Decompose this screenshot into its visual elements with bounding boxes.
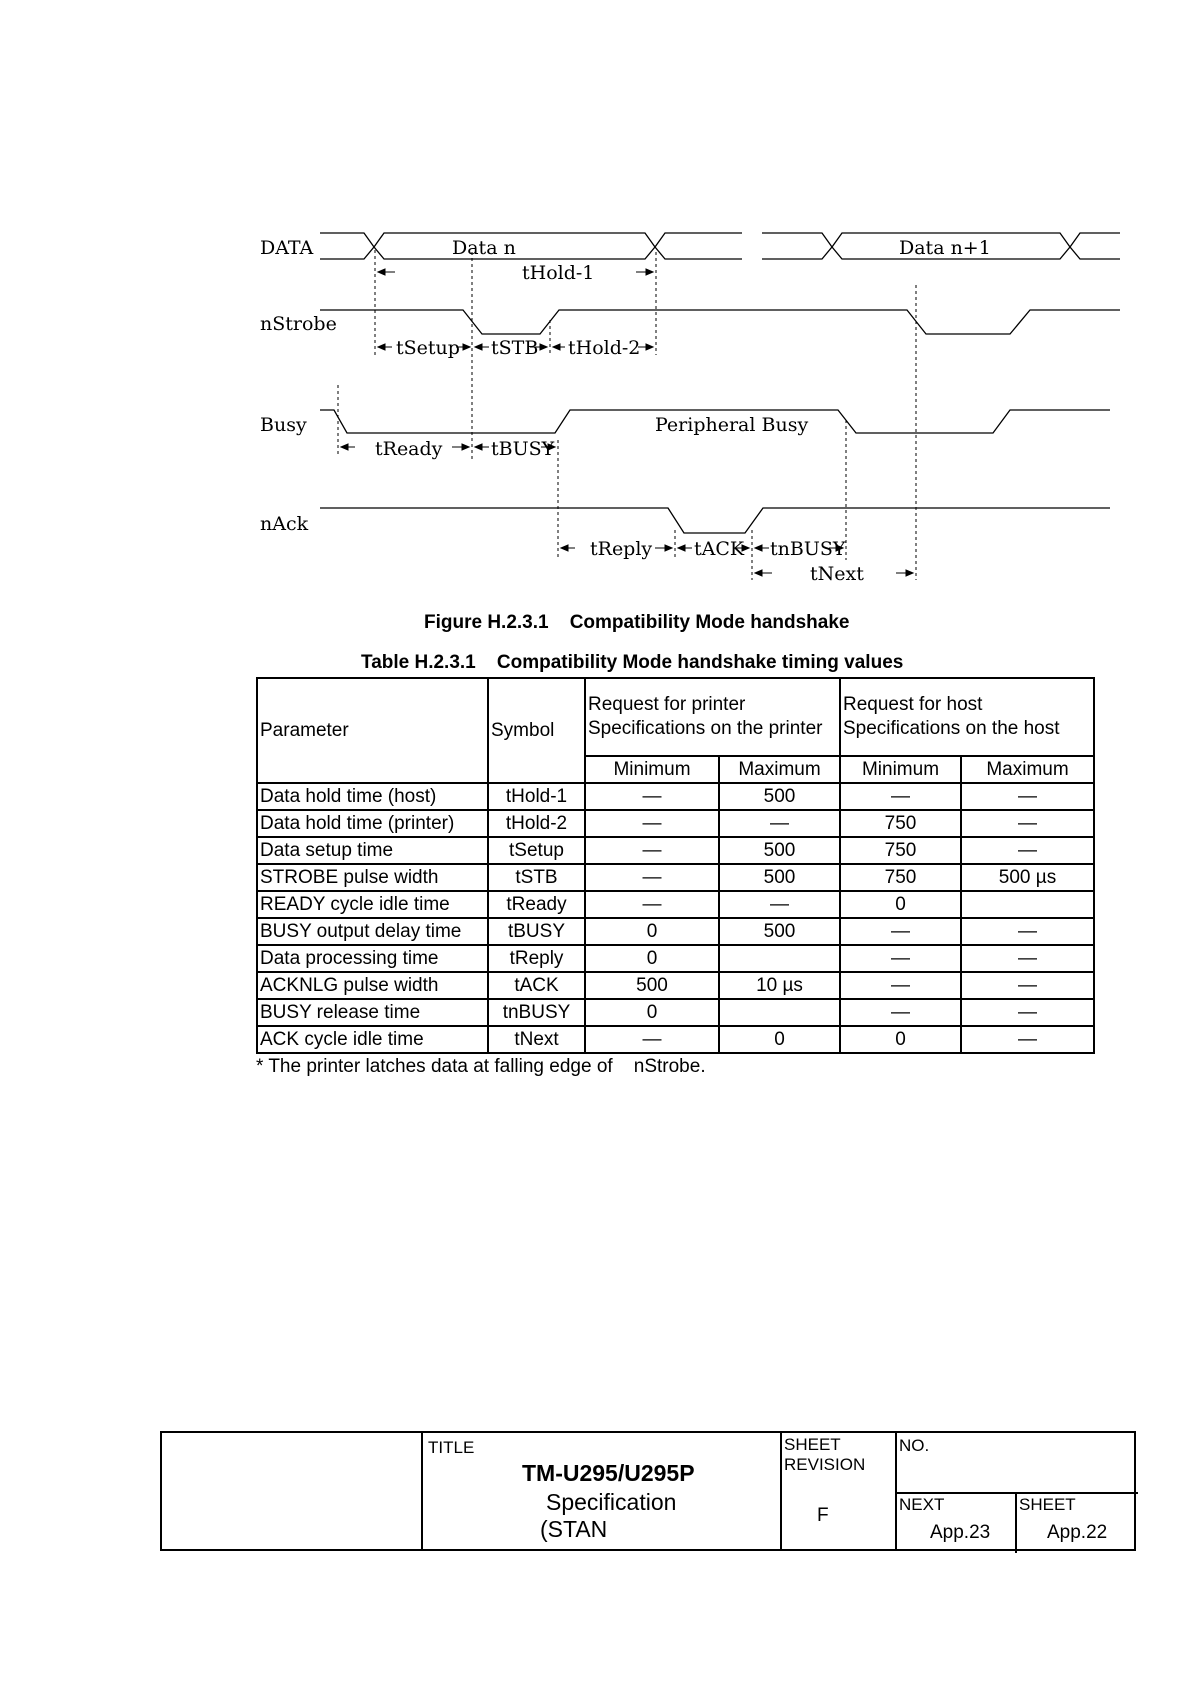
label-tnext: tNext	[810, 563, 864, 585]
label-tack: tACK	[694, 538, 745, 560]
cell-printer-min: —	[585, 891, 719, 918]
cell-host-max: —	[961, 918, 1094, 945]
label-treply: tReply	[590, 538, 653, 560]
nstrobe-waveform	[320, 310, 1120, 334]
cell-printer-min: —	[585, 810, 719, 837]
title-block	[160, 1431, 1136, 1551]
label-data-n: Data n	[452, 237, 516, 259]
sheet-value: App.22	[1047, 1522, 1108, 1543]
cell-printer-max: 500	[719, 918, 840, 945]
table-caption: Table H.2.3.1 Compatibility Mode handshake timing values	[361, 652, 904, 673]
cell-param: ACK cycle idle time	[257, 1026, 488, 1053]
cell-printer-min: —	[585, 837, 719, 864]
cell-param: BUSY output delay time	[257, 918, 488, 945]
next-label: NEXT	[899, 1495, 945, 1514]
cell-host-max: —	[961, 999, 1094, 1026]
title-label: TITLE	[428, 1438, 475, 1457]
cell-param: READY cycle idle time	[257, 891, 488, 918]
cell-symbol: tBUSY	[488, 918, 585, 945]
cell-symbol: tNext	[488, 1026, 585, 1053]
signal-label-data: DATA	[260, 237, 314, 259]
label-tsetup: tSetup	[396, 337, 460, 359]
label-tready: tReady	[375, 438, 443, 460]
table-row	[257, 972, 1094, 999]
cell-symbol: tSetup	[488, 837, 585, 864]
cell-host-max: —	[961, 945, 1094, 972]
cell-host-min: 750	[840, 810, 961, 837]
cell-host-max: —	[961, 1026, 1094, 1053]
no-label: NO.	[899, 1436, 930, 1455]
cell-host-min: 750	[840, 837, 961, 864]
label-thold2: tHold-2	[568, 337, 641, 359]
header-symbol: Symbol	[488, 678, 585, 783]
doc-title: TM-U295/U295P	[522, 1460, 695, 1486]
cell-printer-max: 10 µs	[719, 972, 840, 999]
cell-symbol: tHold-1	[488, 783, 585, 810]
cell-param: BUSY release time	[257, 999, 488, 1026]
table-row	[257, 891, 1094, 918]
label-peripheral-busy: Peripheral Busy	[655, 414, 809, 436]
table-row	[257, 999, 1094, 1026]
sheet-revision-label-1: SHEET	[784, 1435, 841, 1454]
header-printer-max: Maximum	[719, 756, 840, 783]
signal-label-nack: nAck	[260, 513, 309, 535]
header-host-min: Minimum	[840, 756, 961, 783]
cell-host-min: 0	[840, 891, 961, 918]
header-printer-min: Minimum	[585, 756, 719, 783]
waveforms	[320, 233, 1120, 533]
cell-host-max	[961, 891, 1094, 918]
header-host-line1: Request for host	[843, 694, 983, 715]
table-row	[257, 1026, 1094, 1053]
nack-waveform	[320, 508, 1110, 533]
cell-printer-min: 0	[585, 918, 719, 945]
cell-host-min: —	[840, 783, 961, 810]
cell-host-min: 0	[840, 1026, 961, 1053]
cell-printer-max: 0	[719, 1026, 840, 1053]
sheet-revision-label-2: REVISION	[784, 1455, 866, 1474]
cell-param: ACKNLG pulse width	[257, 972, 488, 999]
signal-label-busy: Busy	[260, 414, 307, 436]
label-thold1: tHold-1	[522, 262, 595, 284]
sheet-label: SHEET	[1019, 1495, 1076, 1514]
table-row	[257, 837, 1094, 864]
cell-printer-max	[719, 999, 840, 1026]
cell-param: Data processing time	[257, 945, 488, 972]
cell-host-max: 500 µs	[961, 864, 1094, 891]
cell-symbol: tReply	[488, 945, 585, 972]
header-printer-line2: Specifications on the printer	[588, 718, 823, 739]
table-row	[257, 864, 1094, 891]
dimension-arrows	[341, 269, 913, 576]
cell-printer-max	[719, 945, 840, 972]
label-tbusy: tBUSY	[491, 438, 555, 460]
label-tstb: tSTB	[491, 337, 539, 359]
cell-printer-min: 0	[585, 945, 719, 972]
label-data-n1: Data n+1	[899, 237, 991, 259]
doc-subtitle-1: Specification	[546, 1489, 677, 1515]
cell-host-min: 750	[840, 864, 961, 891]
cell-param: Data hold time (printer)	[257, 810, 488, 837]
cell-host-max: —	[961, 783, 1094, 810]
cell-printer-max: —	[719, 810, 840, 837]
timing-diagram	[0, 0, 1190, 600]
cell-symbol: tACK	[488, 972, 585, 999]
cell-printer-max: 500	[719, 783, 840, 810]
next-value: App.23	[930, 1522, 991, 1543]
cell-host-min: —	[840, 972, 961, 999]
cell-printer-min: 0	[585, 999, 719, 1026]
table-row	[257, 810, 1094, 837]
cell-symbol: tHold-2	[488, 810, 585, 837]
cell-printer-min: —	[585, 783, 719, 810]
header-host-max: Maximum	[961, 756, 1094, 783]
cell-host-min: —	[840, 918, 961, 945]
footnote: * The printer latches data at falling edge of nStrobe.	[256, 1056, 706, 1077]
figure-caption: Figure H.2.3.1 Compatibility Mode handshake	[424, 612, 850, 633]
cell-host-max: —	[961, 837, 1094, 864]
label-tnbusy: tnBUSY	[770, 538, 846, 560]
cell-host-max: —	[961, 972, 1094, 999]
cell-printer-min: 500	[585, 972, 719, 999]
signal-label-nstrobe: nStrobe	[260, 313, 337, 335]
cell-symbol: tSTB	[488, 864, 585, 891]
cell-param: Data hold time (host)	[257, 783, 488, 810]
cell-printer-max: 500	[719, 837, 840, 864]
table-row	[257, 918, 1094, 945]
header-host-line2: Specifications on the host	[843, 718, 1060, 739]
header-printer	[585, 678, 840, 756]
table-row	[257, 945, 1094, 972]
cell-printer-max: 500	[719, 864, 840, 891]
cell-printer-min: —	[585, 1026, 719, 1053]
header-printer-line1: Request for printer	[588, 694, 746, 715]
cell-param: STROBE pulse width	[257, 864, 488, 891]
table-header-row	[257, 678, 1094, 756]
cell-host-max: —	[961, 810, 1094, 837]
timing-table	[256, 677, 1095, 1054]
header-host	[840, 678, 1094, 756]
revision-value: F	[817, 1505, 829, 1526]
cell-param: Data setup time	[257, 837, 488, 864]
cell-symbol: tReady	[488, 891, 585, 918]
header-parameter: Parameter	[257, 678, 488, 783]
table-row	[257, 783, 1094, 810]
cell-host-min: —	[840, 945, 961, 972]
data-waveform	[320, 233, 742, 259]
cell-symbol: tnBUSY	[488, 999, 585, 1026]
cell-printer-min: —	[585, 864, 719, 891]
cell-host-min: —	[840, 999, 961, 1026]
doc-subtitle-2: (STAN	[540, 1516, 608, 1542]
dashed-guides	[338, 250, 916, 580]
cell-printer-max: —	[719, 891, 840, 918]
